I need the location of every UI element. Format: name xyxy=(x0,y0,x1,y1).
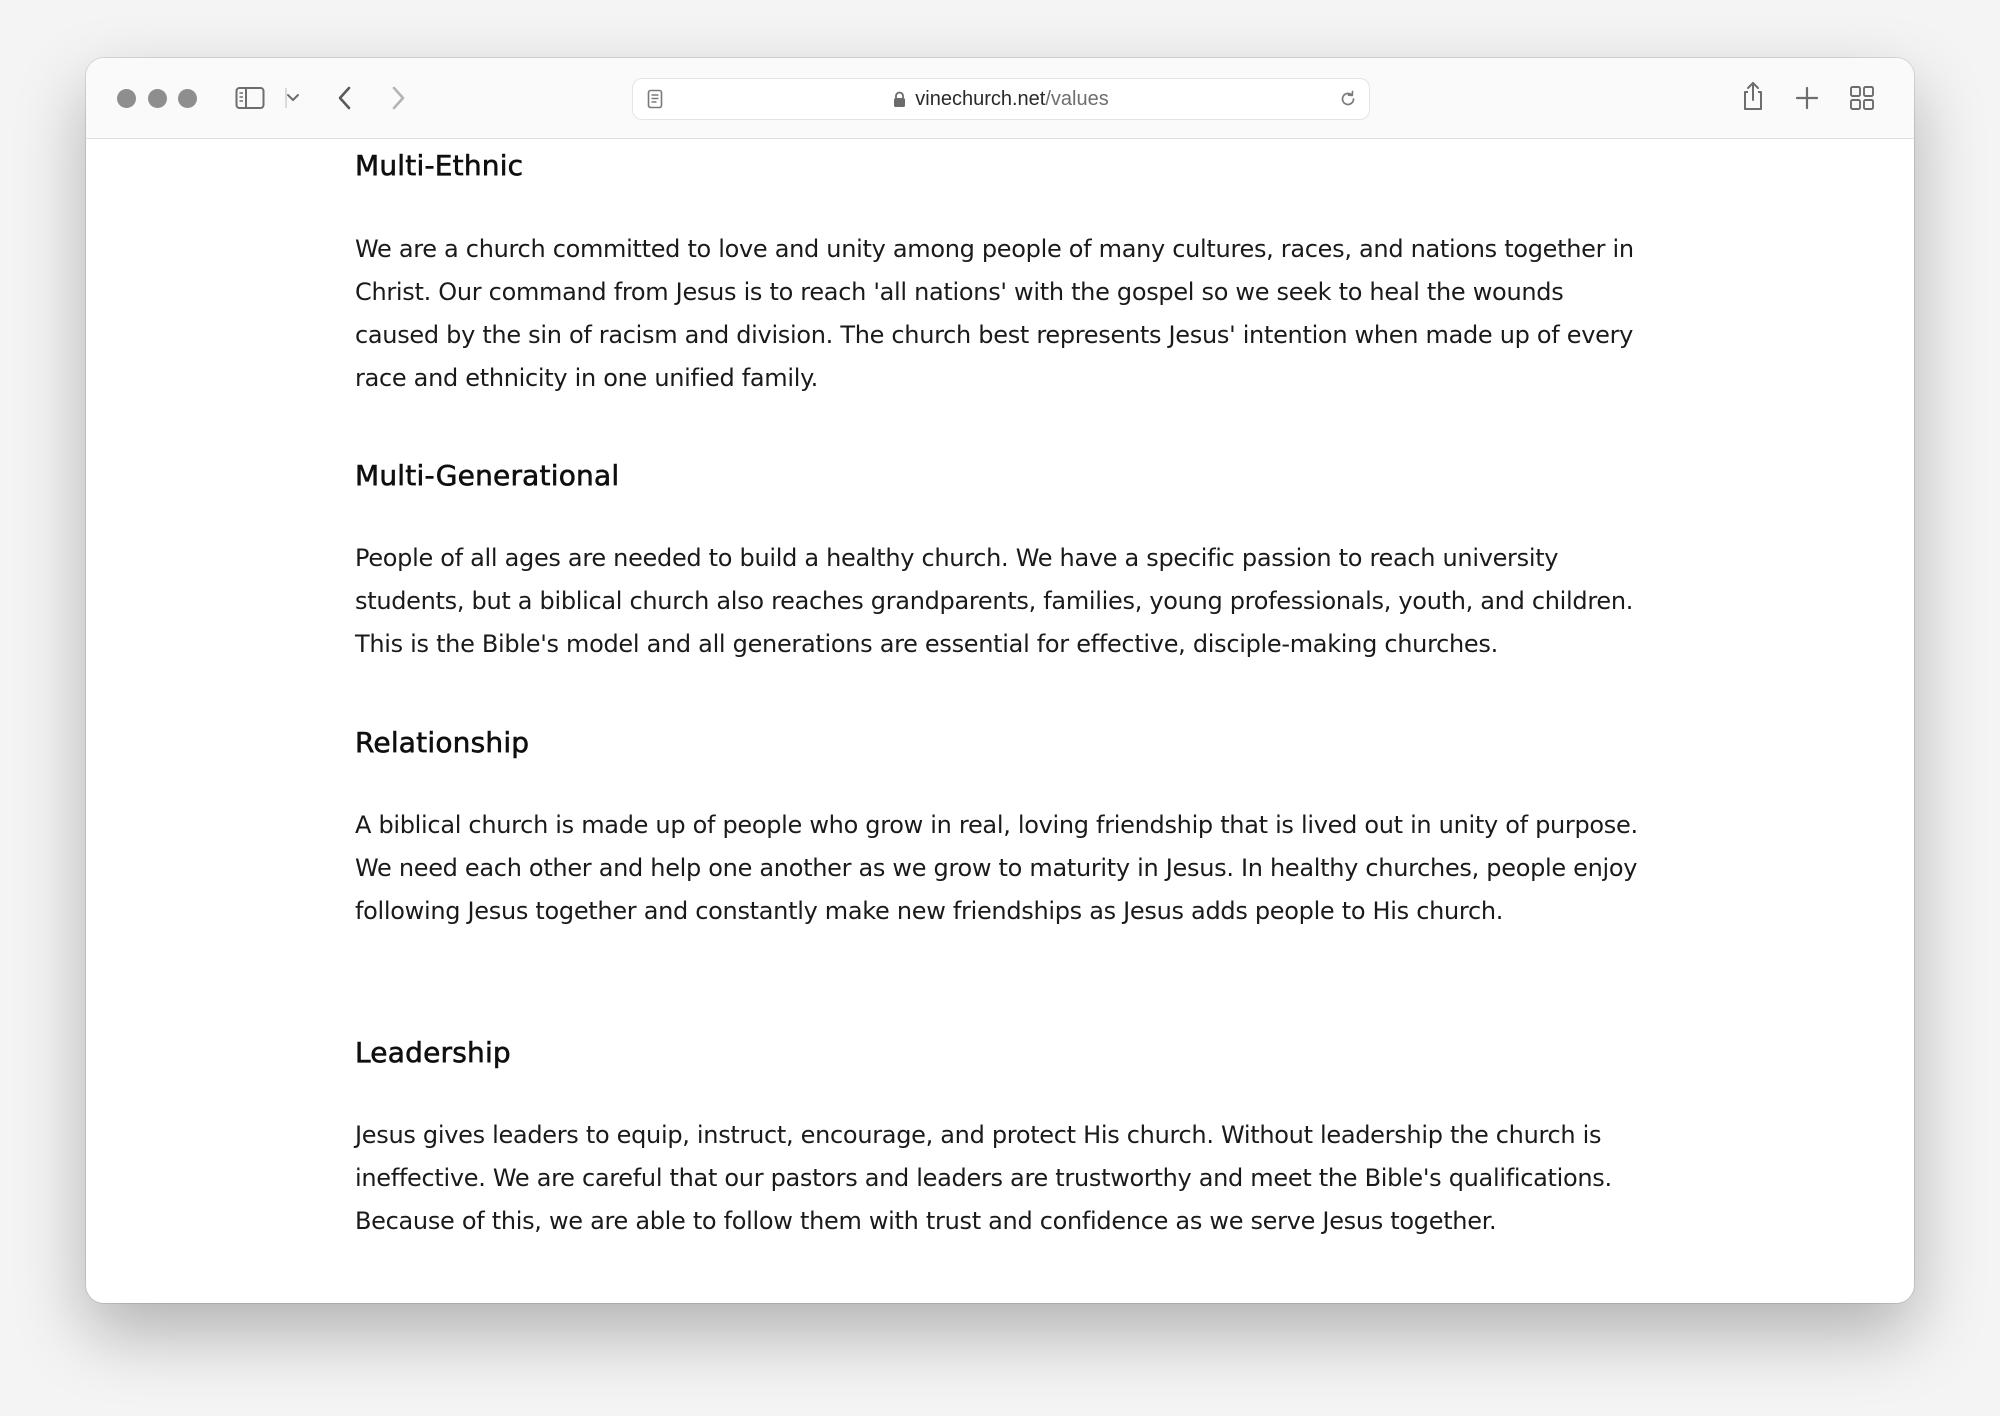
url-domain: vinechurch.net xyxy=(915,87,1046,110)
url-path: /values xyxy=(1045,87,1109,110)
plus-icon[interactable] xyxy=(1791,82,1823,114)
section-heading: Relationship xyxy=(355,726,530,759)
grid-icon[interactable] xyxy=(1846,82,1878,114)
section-body: People of all ages are needed to build a healthy church. We have a specific passion to reach university students, but a biblical church also reaches grandparents, families, young professionals, youth, and children. This is the Bible's model and all generations are essential for effective, disciple-making churches. xyxy=(355,544,1634,658)
section-body: Jesus gives leaders to equip, instruct, encourage, and protect His church. Without leadership the church is ineffective. We are careful that our pastors and leaders are trustworthy and meet the Bible's qualifications. Because of this, we are able to follow them with trust and confidence as we serve Jesus together. xyxy=(355,1121,1612,1235)
share-icon[interactable] xyxy=(1738,78,1768,114)
chevron-left-icon[interactable] xyxy=(329,82,361,114)
close-window-button[interactable] xyxy=(117,89,136,108)
zoom-window-button[interactable] xyxy=(178,89,197,108)
section-relationship xyxy=(355,726,529,759)
browser-toolbar xyxy=(86,58,1914,139)
section-heading: Multi-Generational xyxy=(355,459,620,492)
sidebar-icon[interactable] xyxy=(234,82,266,114)
chevron-right-icon[interactable] xyxy=(382,82,414,114)
minimize-window-button[interactable] xyxy=(148,89,167,108)
url-display[interactable] xyxy=(633,79,1369,119)
section-multi-ethnic xyxy=(355,149,523,182)
section-body: We are a church committed to love and unity among people of many cultures, races, and nations together in Christ. Our command from Jesus is to reach 'all nations' with the gospel so we seek to heal the wounds caused by the sin of racism and division. The church best represents Jesus' intention when made up of every race and ethnicity in one unified family. xyxy=(355,235,1634,392)
section-leadership xyxy=(355,1036,511,1069)
browser-window xyxy=(86,58,1914,1303)
section-body: A biblical church is made up of people who grow in real, loving friendship that is lived out in unity of purpose. We need each other and help one another as we grow to maturity in Jesus. In healthy churches, people enjoy following Jesus together and constantly make new friendships as Jesus adds people to His church. xyxy=(355,811,1638,925)
section-heading: Multi-Ethnic xyxy=(355,149,524,182)
chevron-down-icon[interactable] xyxy=(282,88,304,108)
section-heading: Leadership xyxy=(355,1036,511,1069)
reload-icon[interactable] xyxy=(1337,88,1359,110)
page-content xyxy=(86,139,1914,1303)
section-multi-generational xyxy=(355,459,619,492)
lock-icon xyxy=(893,91,906,108)
address-bar[interactable] xyxy=(632,78,1370,120)
